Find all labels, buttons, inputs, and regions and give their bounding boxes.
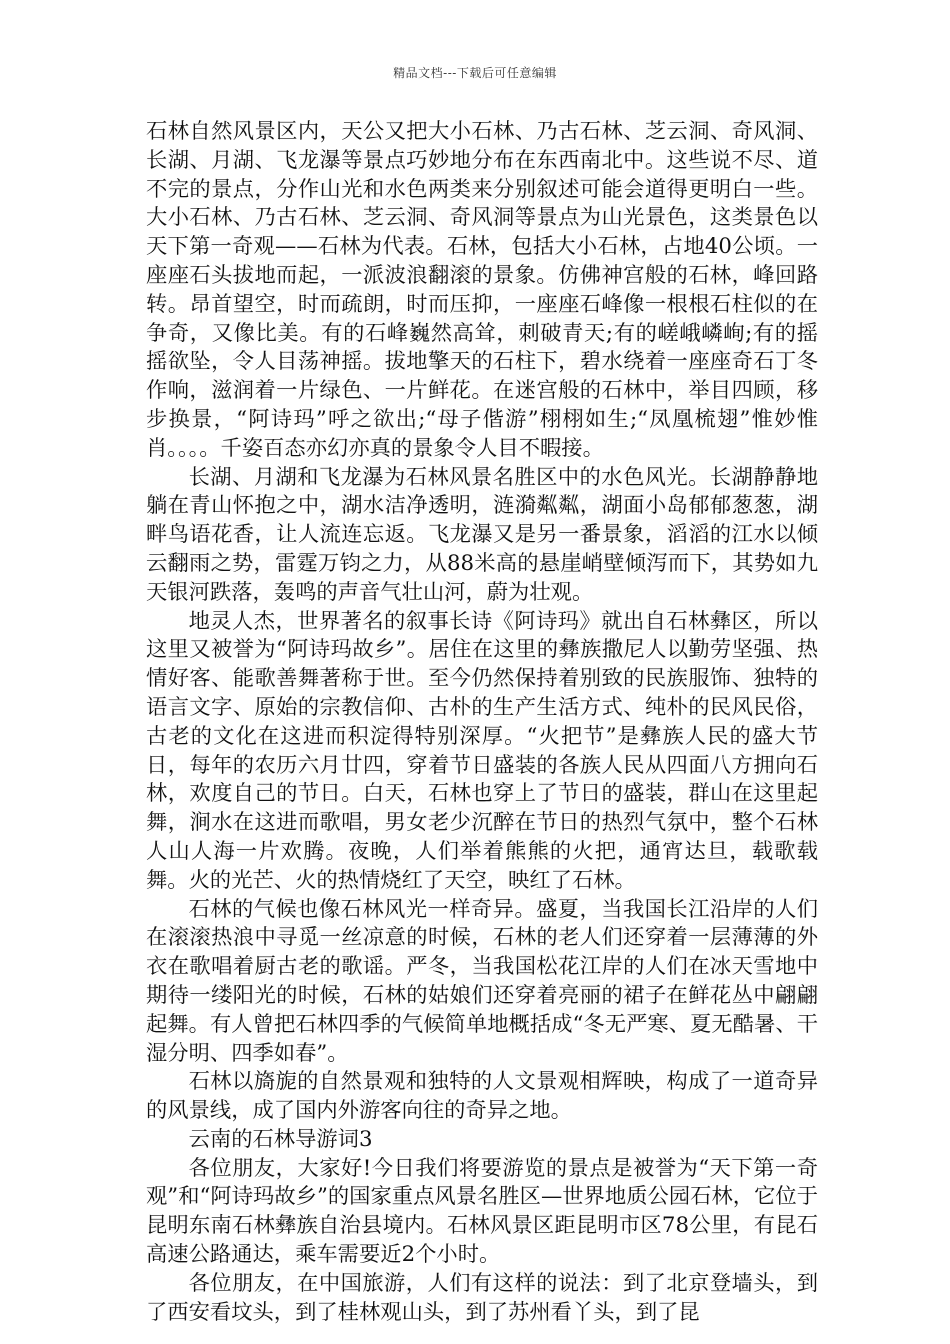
document-body [146, 118, 818, 1327]
paragraph-2: 长湖、月湖和飞龙瀑为石林风景名胜区中的水色风光。长湖静静地躺在青山怀抱之中，湖水洁净透明，涟漪粼粼，湖面小岛郁郁葱葱，湖畔鸟语花香，让人流连忘返。飞龙瀑又是另一番景象，滔滔的江水以倾云翻雨之势，雷霆万钧之力，从88米高的悬崖峭壁倾泻而下，其势如九天银河跌落，轰鸣的声音气壮山河，蔚为壮观。 [146, 464, 818, 605]
section-heading: 云南的石林导游词3 [188, 1126, 373, 1152]
paragraph-4: 石林的气候也像石林风光一样奇异。盛夏，当我国长江沿岸的人们在滚滚热浪中寻觅一丝凉意的时候，石林的老人们还穿着一层薄薄的外衣在歌唱着厨古老的歌谣。严冬，当我国松花江岸的人们在冰天雪地中期待一缕阳光的时候，石林的姑娘们还穿着亮丽的裙子在鲜花丛中翩翩起舞。有人曾把石林四季的气候简单地概括成“冬无严寒、夏无酷暑、干湿分明、四季如春”。 [146, 896, 818, 1066]
page-header: 精品文档---下载后可任意编辑 [393, 66, 557, 80]
paragraph-7: 各位朋友，在中国旅游，人们有这样的说法：到了北京登墙头，到了西安看坟头，到了桂林观山头，到了苏州看丫头，到了昆 [146, 1270, 818, 1325]
paragraph-6: 各位朋友，大家好!今日我们将要游览的景点是被誉为“天下第一奇观”和“阿诗玛故乡”的国家重点风景名胜区—世界地质公园石林，它位于昆明东南石林彝族自治县境内。石林风景区距昆明市区78公里，有昆石高速公路通达，乘车需要近2个小时。 [146, 1155, 818, 1268]
paragraph-3: 地灵人杰，世界著名的叙事长诗《阿诗玛》就出自石林彝区，所以这里又被誉为“阿诗玛故乡”。居住在这里的彝族撒尼人以勤劳坚强、热情好客、能歌善舞著称于世。至今仍然保持着别致的民族服饰、独特的语言文字、原始的宗教信仰、古朴的生产生活方式、纯朴的民风民俗，古老的文化在这进而积淀得特别深厚。“火把节”是彝族人民的盛大节日，每年的农历六月廿四，穿着节日盛装的各族人民从四面八方拥向石林，欢度自己的节日。白天，石林也穿上了节日的盛装，群山在这里起舞，涧水在这进而歌唱，男女老少沉醉在节日的热烈气氛中，整个石林人山人海一片欢腾。夜晚，人们举着熊熊的火把，通宵达旦，载歌载舞。火的光芒、火的热情烧红了天空，映红了石林。 [146, 608, 818, 893]
paragraph-5: 石林以旖旎的自然景观和独特的人文景观相辉映，构成了一道奇异的风景线，成了国内外游客向往的奇异之地。 [146, 1069, 818, 1124]
paragraph-1: 石林自然风景区内，天公又把大小石林、乃古石林、芝云洞、奇风洞、长湖、月湖、飞龙瀑等景点巧妙地分布在东西南北中。这些说不尽、道不完的景点，分作山光和水色两类来分别叙述可能会道得更明白一些。大小石林、乃古石林、芝云洞、奇风洞等景点为山光景色，这类景色以天下第一奇观——石林为代表。石林，包括大小石林，占地40公顷。一座座石头拔地而起，一派波浪翻滚的景象。仿佛神宫般的石林，峰回路转。昂首望空，时而疏朗，时而压抑，一座座石峰像一根根石柱似的在争奇，又像比美。有的石峰巍然高耸，刺破青天;有的嵯峨嶙峋;有的摇摇欲坠，令人目荡神摇。拔地擎天的石柱下，碧水绕着一座座奇石丁冬作响，滋润着一片绿色、一片鲜花。在迷宫般的石林中，举目四顾，移步换景，“阿诗玛”呼之欲出;“母子偕游”栩栩如生;“凤凰梳翅”惟妙惟肖。。。。千姿百态亦幻亦真的景象令人目不暇接。 [146, 119, 818, 461]
